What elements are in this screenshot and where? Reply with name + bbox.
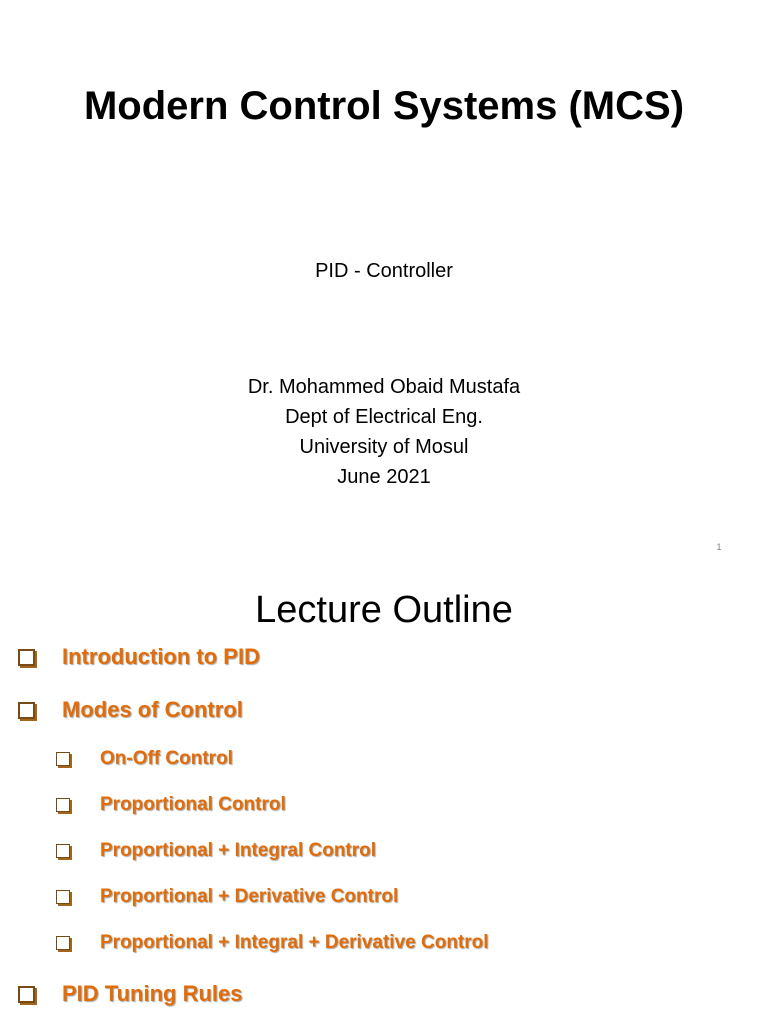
outline-item	[18, 695, 243, 725]
outline-subitem	[56, 792, 286, 818]
outline-subitem-label: On-Off Control	[100, 748, 233, 769]
checkbox-icon	[56, 890, 70, 904]
outline-subitem-label: Proportional + Integral + Derivative Control	[100, 932, 489, 953]
checkbox-icon	[18, 986, 35, 1003]
checkbox-icon	[56, 844, 70, 858]
slide-subtitle: PID - Controller	[315, 260, 453, 282]
outline-item-label: PID Tuning Rules	[62, 981, 243, 1006]
page-number: 1	[716, 542, 722, 552]
outline-subitem-label: Proportional Control	[100, 794, 286, 815]
outline-item-label: Modes of Control	[62, 697, 243, 722]
outline-subitem	[56, 930, 489, 956]
outline-subitem-label: Proportional + Derivative Control	[100, 886, 399, 907]
slide-title: Modern Control Systems (MCS)	[83, 84, 685, 128]
checkbox-icon	[56, 798, 70, 812]
checkbox-icon	[18, 649, 35, 666]
author-name: Dr. Mohammed Obaid Mustafa	[247, 376, 521, 398]
outline-subitem	[56, 838, 376, 864]
outline-item	[18, 642, 260, 672]
outline-subitem	[56, 884, 398, 910]
author-department: Dept of Electrical Eng.	[285, 406, 483, 428]
checkbox-icon	[18, 702, 35, 719]
outline-slide	[0, 576, 768, 1024]
author-info	[0, 372, 768, 492]
author-university: University of Mosul	[299, 436, 469, 458]
outline-item	[18, 979, 242, 1009]
outline-subitem-label: Proportional + Integral Control	[100, 840, 377, 861]
outline-subitem	[56, 746, 233, 772]
checkbox-icon	[56, 936, 70, 950]
presentation-date: June 2021	[337, 466, 431, 488]
outline-item-label: Introduction to PID	[62, 644, 260, 669]
outline-title: Lecture Outline	[255, 589, 513, 631]
checkbox-icon	[56, 752, 70, 766]
